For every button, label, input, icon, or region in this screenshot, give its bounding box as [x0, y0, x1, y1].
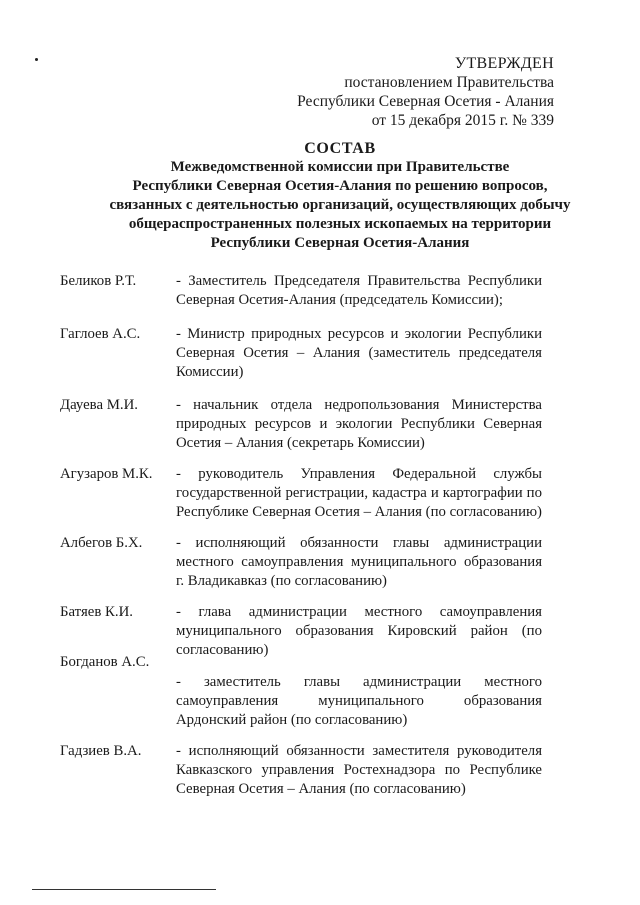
member-name: Беликов Р.Т. [60, 273, 137, 289]
heading-line-1: Межведомственной комиссии при Правительстве [170, 159, 510, 175]
member-name: Батяев К.И. [60, 604, 133, 620]
footer-rule [32, 889, 216, 890]
approval-line-2: Республики Северная Осетия - Алания [297, 93, 554, 110]
member-role: - Заместитель Председателя Правительства Республики Северная Осетия-Алания (председатель Комиссии); [176, 273, 542, 308]
heading-line-5: Республики Северная Осетия-Алания [210, 235, 470, 251]
member-role: - Министр природных ресурсов и экологии Республики Северная Осетия – Алания (заместитель председателя Комиссии) [176, 326, 542, 380]
member-role: - глава администрации местного самоуправления муниципального образования Кировский район (по согласованию) [176, 604, 542, 658]
member-name: Гадзиев В.А. [60, 743, 142, 759]
heading-title: СОСТАВ [304, 140, 376, 157]
heading-line-4: общераспространенных полезных ископаемых на территории [128, 216, 552, 232]
member-role: - исполняющий обязанности заместителя руководителя Кавказского управления Ростехнадзора по Республике Северная Осетия – Алания (по согласованию) [176, 743, 542, 797]
approval-stamp [297, 54, 554, 130]
member-name: Агузаров М.К. [60, 466, 153, 482]
member-role: - заместитель главы администрации местного самоуправления муниципального образования Ардонский район (по согласованию) [176, 674, 542, 728]
document-heading [60, 139, 620, 253]
approval-line-3: от 15 декабря 2015 г. № 339 [371, 112, 554, 129]
heading-line-2: Республики Северная Осетия-Алания по решению вопросов, [132, 178, 548, 194]
approval-line-1: постановлением Правительства [344, 74, 554, 91]
member-name: Богданов А.С. [60, 654, 150, 670]
scan-dot-mark [35, 58, 38, 61]
member-role: - руководитель Управления Федеральной службы государственной регистрации, кадастра и картографии по Республике Северная Осетия – Алания (по согласованию) [176, 466, 542, 520]
member-role: - начальник отдела недропользования Министерства природных ресурсов и экологии Республики Северная Осетия – Алания (секретарь Комиссии) [176, 397, 542, 451]
member-name: Албегов Б.Х. [60, 535, 143, 551]
member-name: Дауева М.И. [60, 397, 138, 413]
member-role: - исполняющий обязанности главы администрации местного самоуправления муниципального образования г. Владикавказ (по согласованию) [176, 535, 542, 589]
approval-title: УТВЕРЖДЕН [454, 55, 554, 72]
member-name: Гаглоев А.С. [60, 326, 141, 342]
heading-line-3: связанных с деятельностью организаций, осуществляющих добычу [109, 197, 571, 213]
